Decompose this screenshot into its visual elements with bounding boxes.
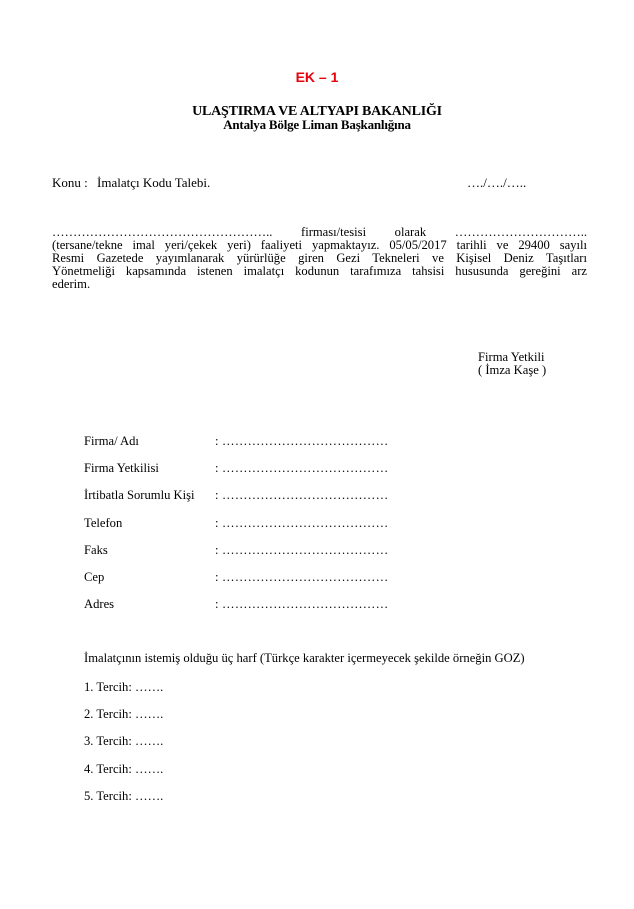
field-label: Cep <box>84 569 105 584</box>
date-placeholder: …./…./….. <box>467 175 527 190</box>
field-value-blank[interactable]: : ………………………………… <box>215 515 389 530</box>
ministry-heading: ULAŞTIRMA VE ALTYAPI BAKANLIĞI <box>192 104 442 119</box>
preference-item[interactable]: 1. Tercih: ……. <box>84 680 164 694</box>
paragraph-line: Resmi Gazetede yayımlanarak yürürlüğe giren Gezi Tekneleri ve Kişisel Deniz Taşıtları <box>52 251 587 265</box>
subject-label: Konu : <box>52 175 88 190</box>
field-label: Adres <box>84 597 115 612</box>
field-label: Faks <box>84 542 108 557</box>
preference-item[interactable]: 3. Tercih: ……. <box>84 734 164 749</box>
field-label: Firma/ Adı <box>84 434 139 448</box>
field-value-blank[interactable]: : ………………………………… <box>215 461 389 476</box>
preference-note: İmalatçının istemiş olduğu üç harf (Türkçe karakter içermeyecek şekilde örneğin GOZ) <box>84 651 525 665</box>
field-value-blank[interactable]: : ………………………………… <box>215 597 389 612</box>
preference-item[interactable]: 4. Tercih: ……. <box>84 761 164 776</box>
paragraph-line: …………………………………………….. firması/tesisi olarak ………………………….. <box>52 225 587 239</box>
field-value-blank[interactable]: : ………………………………… <box>215 488 389 503</box>
field-value-blank[interactable]: : ………………………………… <box>215 434 389 448</box>
request-paragraph <box>52 226 587 291</box>
paragraph-line: Yönetmeliği kapsamında istenen imalatçı kodunun tarafımıza tahsisi hususunda gereğini arz <box>52 264 587 278</box>
subject-text: İmalatçı Kodu Talebi. <box>97 175 211 190</box>
paragraph-line: ederim. <box>52 277 91 291</box>
preference-item[interactable]: 2. Tercih: ……. <box>84 707 164 722</box>
signature-block <box>478 351 546 377</box>
preference-list <box>84 680 163 816</box>
preference-item[interactable]: 5. Tercih: ……. <box>84 788 164 803</box>
subject-line <box>52 175 210 191</box>
annex-label: EK – 1 <box>295 69 339 85</box>
field-label: İrtibatla Sorumlu Kişi <box>84 488 195 503</box>
field-value-blank[interactable]: : ………………………………… <box>215 542 389 557</box>
field-label: Telefon <box>84 515 123 530</box>
signature-note: ( İmza Kaşe ) <box>478 363 547 377</box>
field-label: Firma Yetkilisi <box>84 461 159 476</box>
authority-heading: Antalya Bölge Liman Başkanlığına <box>223 117 411 132</box>
signature-title: Firma Yetkili <box>478 350 545 364</box>
paragraph-line: (tersane/tekne imal yeri/çekek yeri) faaliyeti yapmaktayız. 05/05/2017 tarihli ve 29400 sayılı <box>52 238 587 252</box>
field-value-blank[interactable]: : ………………………………… <box>215 569 389 584</box>
